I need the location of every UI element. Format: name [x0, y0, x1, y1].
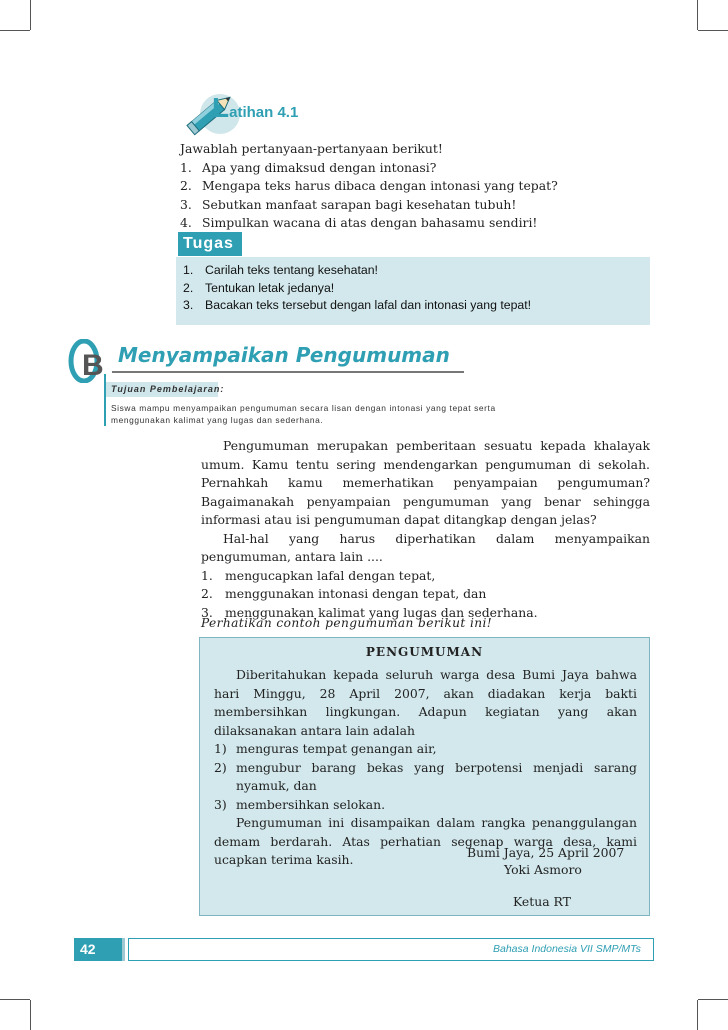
- crop-mark: [697, 0, 698, 30]
- list-item: 2) mengubur barang bekas yang berpotensi menjadi sarang nyamuk, dan: [214, 759, 637, 793]
- list-item: 3. menggunakan kalimat yang lugas dan sederhana.: [201, 604, 538, 620]
- paragraph: Hal-hal yang harus diperhatikan dalam menyampaikan pengumuman, antara lain ....: [201, 530, 650, 564]
- goal-label: Tujuan Pembelajaran:: [111, 384, 225, 394]
- crop-mark: [0, 30, 30, 31]
- signer-role: Ketua RT: [513, 894, 571, 909]
- announcement-text: [214, 666, 637, 870]
- crop-mark: [30, 1000, 31, 1030]
- crop-mark: [697, 1000, 698, 1030]
- footer-accent: [122, 938, 125, 961]
- section-title: Menyampaikan Pengumuman: [118, 343, 450, 367]
- list-item: 3) membersihkan selokan.: [214, 796, 386, 812]
- section-letter: B: [82, 349, 104, 382]
- tugas-list: [183, 262, 531, 315]
- paragraph: Diberitahukan kepada seluruh warga desa Bumi Jaya bahwa hari Minggu, 28 April 2007, akan diadakan kerja bakti membersihkan lingkungan. Adapun kegiatan yang akan dilaksanakan antara lain adalah: [214, 667, 637, 738]
- list-item: 3. Sebutkan manfaat sarapan bagi kesehatan tubuh!: [180, 196, 517, 212]
- latihan-intro: Jawablah pertanyaan-pertanyaan berikut!: [180, 141, 443, 156]
- latihan-initial: L: [212, 92, 230, 123]
- paragraph: Pengumuman ini disampaikan dalam rangka penanggulangan demam berdarah. Atas perhatian segenap warga desa, kami ucapkan terima kasih.: [214, 815, 637, 867]
- list-item: 1. Carilah teks tentang kesehatan!: [183, 263, 378, 277]
- latihan-title: Latihan 4.1: [212, 92, 299, 123]
- book-title: Bahasa Indonesia VII SMP/MTs: [493, 943, 641, 955]
- example-intro: Perhatikan contoh pengumuman berikut ini!: [201, 616, 493, 630]
- crop-mark: [0, 999, 30, 1000]
- list-item: 1) menguras tempat genangan air,: [214, 741, 437, 756]
- goal-text: Siswa mampu menyampaikan pengumuman secara lisan dengan intonasi yang tepat serta menggunakan kalimat yang lugas dan sederhana.: [111, 403, 496, 425]
- place-date: Bumi Jaya, 25 April 2007: [467, 845, 625, 860]
- list-item: 1. mengucapkan lafal dengan tepat,: [201, 567, 436, 583]
- list-item: 3. Bacakan teks tersebut dengan lafal dan intonasi yang tepat!: [183, 298, 532, 312]
- signer-name: Yoki Asmoro: [504, 862, 582, 877]
- paragraph: Pengumuman merupakan pemberitaan sesuatu kepada khalayak umum. Kamu tentu sering mendengarkan pengumuman di sekolah. Pernahkah kamu memerhatikan penyampaian pengumuman? Bagaimanakah penyampaian pengumuman yang benar sehingga informasi atau isi pengumuman dapat ditangkap dengan jelas?: [201, 438, 650, 527]
- list-item: 2. Tentukan letak jedanya!: [183, 280, 335, 295]
- list-item: 4. Simpulkan wacana di atas dengan bahasamu sendiri!: [180, 215, 538, 230]
- tugas-label: Tugas: [178, 232, 242, 256]
- list-item: 2. Mengapa teks harus dibaca dengan intonasi yang tepat?: [180, 178, 558, 193]
- divider: [112, 371, 464, 373]
- list-item: 1. Apa yang dimaksud dengan intonasi?: [180, 159, 437, 175]
- section-b-icon: [62, 339, 114, 383]
- crop-mark: [698, 30, 728, 31]
- crop-mark: [30, 0, 31, 30]
- page-number: 42: [80, 941, 96, 957]
- announcement-title: PENGUMUMAN: [365, 645, 484, 659]
- list-item: 2. menggunakan intonasi dengan tepat, dan: [201, 586, 487, 601]
- body-text: [201, 437, 650, 622]
- latihan-questions: [180, 140, 558, 233]
- crop-mark: [698, 999, 728, 1000]
